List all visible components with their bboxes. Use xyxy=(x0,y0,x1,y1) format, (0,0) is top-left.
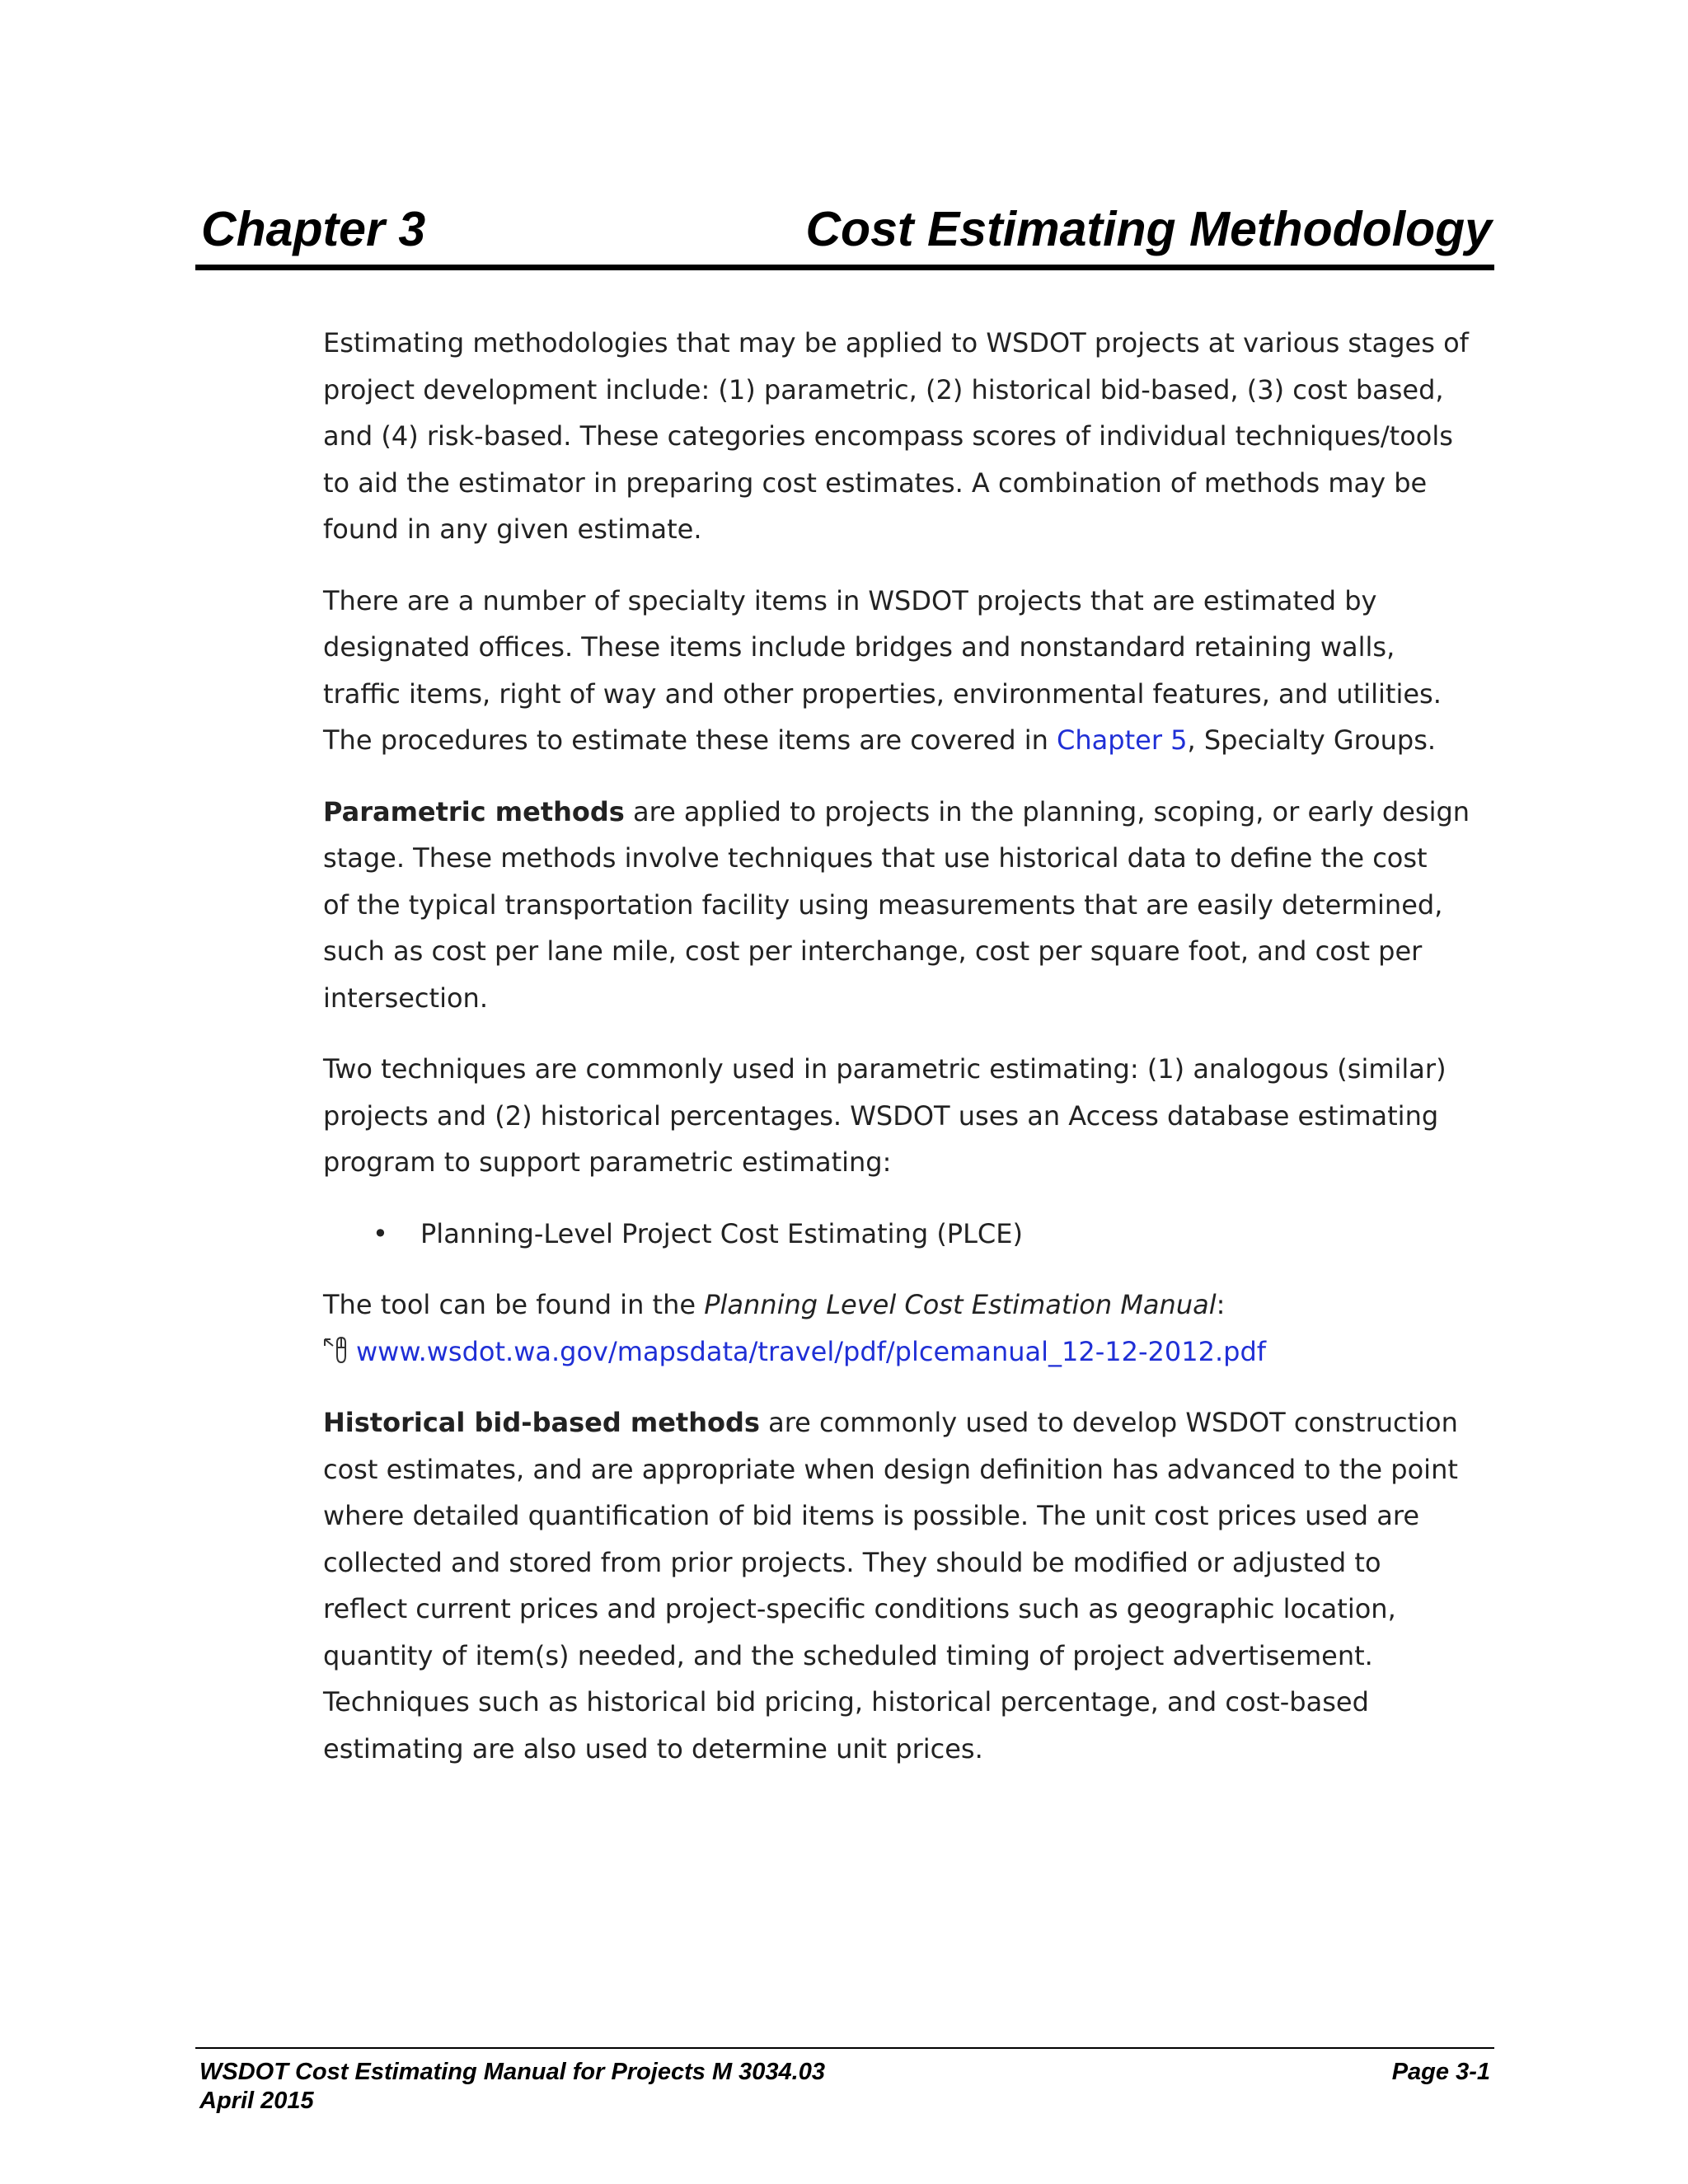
text-line: Techniques such as historical bid pricing, historical percentage, and cost-based xyxy=(323,1686,1369,1718)
manual-title: Planning Level Cost Estimation Manual xyxy=(704,1289,1217,1320)
text-line: Two techniques are commonly used in parametric estimating: (1) analogous (similar) xyxy=(323,1053,1447,1085)
plce-manual-link[interactable]: www.wsdot.wa.gov/mapsdata/travel/pdf/plcemanual_12-12-2012.pdf xyxy=(356,1335,1267,1367)
mouse-pointer-icon xyxy=(323,1336,348,1364)
footer-manual-title: WSDOT Cost Estimating Manual for Projects M 3034.03 xyxy=(199,2059,825,2085)
text-line: program to support parametric estimating: xyxy=(323,1146,892,1178)
footer-page-number: Page 3-1 xyxy=(1391,2059,1490,2085)
text-segment: The tool can be found in the xyxy=(323,1289,705,1320)
text-line: stage. These methods involve techniques that use historical data to define the cost xyxy=(323,842,1428,874)
chapter-number: Chapter 3 xyxy=(201,202,426,256)
chapter-5-link[interactable]: Chapter 5 xyxy=(1057,724,1188,756)
text-line: designated offices. These items include bridges and nonstandard retaining walls, xyxy=(323,631,1395,663)
header-divider xyxy=(195,265,1494,270)
text-line: found in any given estimate. xyxy=(323,513,702,545)
text-line xyxy=(323,789,1493,836)
text-segment: are commonly used to develop WSDOT construction xyxy=(759,1407,1458,1438)
body-content xyxy=(323,320,1493,1797)
text-segment: , Specialty Groups. xyxy=(1187,724,1437,756)
text-line: reflect current prices and project-specific conditions such as geographic location, xyxy=(323,1593,1396,1624)
text-line: of the typical transportation facility using measurements that are easily determined, xyxy=(323,888,1443,921)
chapter-header xyxy=(198,196,1492,262)
paragraph-methodologies xyxy=(323,320,1493,553)
text-segment: : xyxy=(1216,1289,1226,1320)
paragraph-specialty-items xyxy=(323,578,1493,764)
text-line: projects and (2) historical percentages. WSDOT uses an Access database estimating xyxy=(323,1099,1439,1132)
paragraph-tool-location xyxy=(323,1282,1493,1375)
text-line xyxy=(323,717,1493,764)
paragraph-two-techniques xyxy=(323,1046,1493,1186)
text-line: collected and stored from prior projects. They should be modified or adjusted to xyxy=(323,1546,1381,1578)
paragraph-parametric-methods xyxy=(323,789,1493,1022)
text-line: There are a number of specialty items in WSDOT projects that are estimated by xyxy=(323,584,1377,616)
text-line: and (4) risk-based. These categories encompass scores of individual techniques/tools xyxy=(323,420,1453,452)
paragraph-historical-bid-based xyxy=(323,1399,1493,1772)
text-line: such as cost per lane mile, cost per interchange, cost per square foot, and cost per xyxy=(323,935,1423,967)
text-line: where detailed quantification of bid items is possible. The unit cost prices used are xyxy=(323,1500,1420,1531)
text-line: to aid the estimator in preparing cost estimates. A combination of methods may be xyxy=(323,466,1428,499)
text-line: traffic items, right of way and other properties, environmental features, and utilities. xyxy=(323,677,1442,710)
text-line: cost estimates, and are appropriate when design definition has advanced to the point xyxy=(323,1453,1458,1485)
text-segment: are applied to projects in the planning, scoping, or early design xyxy=(624,795,1470,827)
text-line: Estimating methodologies that may be applied to WSDOT projects at various stages of xyxy=(323,327,1469,359)
text-line: intersection. xyxy=(323,982,488,1014)
term-historical-bid-based-methods: Historical bid-based methods xyxy=(323,1407,760,1438)
text-line: quantity of item(s) needed, and the scheduled timing of project advertisement. xyxy=(323,1639,1373,1671)
url-line xyxy=(323,1329,1493,1376)
footer-date: April 2015 xyxy=(199,2088,314,2114)
text-line: estimating are also used to determine unit prices. xyxy=(323,1732,983,1765)
text-line: project development include: (1) parametric, (2) historical bid-based, (3) cost based, xyxy=(323,373,1444,405)
footer-divider xyxy=(195,2047,1494,2049)
term-parametric-methods: Parametric methods xyxy=(323,795,625,827)
bullet-icon: • xyxy=(373,1217,388,1249)
bullet-text: Planning-Level Project Cost Estimating (PLCE) xyxy=(420,1217,1023,1249)
text-line xyxy=(323,1399,1493,1446)
chapter-title: Cost Estimating Methodology xyxy=(805,202,1492,256)
text-segment: The procedures to estimate these items are covered in xyxy=(323,724,1057,756)
bullet-item-plce xyxy=(323,1211,1493,1258)
footer-left xyxy=(199,2058,825,2116)
text-line xyxy=(323,1282,1493,1329)
